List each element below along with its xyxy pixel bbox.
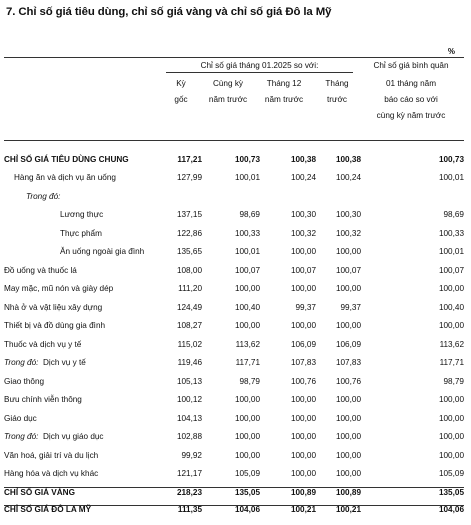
value-avg: 100,00 [438, 284, 464, 294]
table-row [4, 502, 464, 518]
value-dec: 100,38 [290, 154, 316, 164]
row-label: Nhà ở và vật liệu xây dựng [4, 302, 103, 312]
header-col1-line2: gốc [174, 95, 188, 104]
value-mom: 100,00 [335, 450, 361, 460]
value-yoy: 100,00 [234, 432, 260, 442]
header-col5-line1: Chỉ số giá bình quân [373, 61, 449, 70]
row-label: Thiết bị và đồ dùng gia đình [4, 321, 106, 331]
header-col4-line2: trước [327, 95, 347, 104]
value-mom: 99,37 [340, 302, 361, 312]
value-base: 127,99 [176, 173, 202, 183]
value-base: 115,02 [177, 339, 202, 349]
row-label: May mặc, mũ nón và giày dép [4, 284, 114, 294]
header-top-rule [4, 57, 464, 58]
value-mom: 100,00 [335, 321, 361, 331]
value-dec: 107,83 [290, 358, 316, 368]
value-avg: 100,00 [438, 413, 464, 423]
table-row [4, 206, 464, 225]
value-dec: 100,21 [290, 505, 316, 514]
value-base: 218,23 [176, 487, 202, 497]
row-label: CHỈ SỐ GIÁ VÀNG [4, 487, 75, 497]
table-row [4, 187, 464, 206]
value-avg: 100,40 [438, 302, 464, 312]
value-dec: 100,24 [290, 173, 316, 183]
value-yoy: 98,79 [239, 376, 260, 386]
row-label: Lương thực [60, 210, 104, 220]
value-avg: 100,07 [438, 265, 464, 275]
value-dec: 100,07 [290, 265, 316, 275]
value-mom: 100,00 [335, 284, 361, 294]
table-row [4, 317, 464, 336]
value-yoy: 100,00 [234, 321, 260, 331]
value-base: 99,92 [181, 450, 202, 460]
value-base: 111,35 [177, 505, 202, 514]
header-col1-line1: Kỳ [176, 79, 186, 88]
value-yoy: 100,33 [234, 228, 260, 238]
value-dec: 100,00 [290, 395, 316, 405]
value-avg: 100,00 [438, 321, 464, 331]
row-label: Giao thông [4, 376, 45, 386]
value-yoy: 100,73 [234, 154, 260, 164]
header-group-rule [166, 72, 353, 73]
value-dec: 100,00 [290, 413, 316, 423]
value-base: 135,65 [176, 247, 202, 257]
value-dec: 100,32 [290, 228, 316, 238]
row-label: Thực phẩm [60, 228, 102, 238]
row-label: Đồ uống và thuốc lá [4, 265, 77, 275]
table-row [4, 465, 464, 484]
table-row [4, 261, 464, 280]
header-col3-line2: năm trước [264, 95, 304, 104]
row-label: Văn hoá, giải trí và du lịch [4, 450, 99, 460]
header-col5-line2: 01 tháng năm [385, 79, 437, 88]
value-base: 124,49 [176, 302, 202, 312]
value-avg: 98,69 [443, 210, 464, 220]
value-base: 137,15 [176, 210, 202, 220]
row-label: CHỈ SỐ GIÁ ĐÔ LA MỸ [4, 505, 92, 514]
row-label-text: Dịch vụ giáo dục [43, 432, 104, 442]
table-row [4, 298, 464, 317]
unit-label: % [447, 47, 455, 56]
value-yoy: 135,05 [234, 487, 260, 497]
value-dec: 106,09 [290, 339, 316, 349]
value-yoy: 100,00 [234, 450, 260, 460]
value-base: 108,27 [176, 321, 202, 331]
value-yoy: 100,00 [234, 395, 260, 405]
value-mom: 100,21 [335, 505, 361, 514]
header-col5-line4: cùng kỳ năm trước [376, 111, 446, 120]
value-mom: 100,00 [335, 395, 361, 405]
row-label: CHỈ SỐ GIÁ TIÊU DÙNG CHUNG [4, 154, 129, 164]
value-avg: 105,09 [438, 469, 464, 479]
value-dec: 100,00 [290, 247, 316, 257]
table-row [4, 169, 464, 188]
value-yoy: 105,09 [234, 469, 260, 479]
value-mom: 100,07 [335, 265, 361, 275]
header-col5-line3: báo cáo so với [384, 95, 438, 104]
header-col3-line1: Tháng 12 [266, 79, 302, 88]
value-mom: 100,76 [335, 376, 361, 386]
value-dec: 100,00 [290, 450, 316, 460]
value-dec: 99,37 [295, 302, 316, 312]
value-mom: 100,32 [335, 228, 361, 238]
header-bottom-rule [4, 140, 464, 141]
value-yoy: 100,01 [234, 173, 260, 183]
row-label: Thuốc và dịch vụ y tế [4, 339, 82, 349]
value-yoy: 100,01 [234, 247, 260, 257]
value-avg: 117,71 [439, 358, 464, 368]
value-avg: 104,06 [438, 505, 464, 514]
value-avg: 100,00 [438, 395, 464, 405]
value-mom: 107,83 [335, 358, 361, 368]
value-base: 117,21 [177, 154, 202, 164]
row-label-prefix: Trong đó: [4, 432, 39, 442]
value-dec: 100,00 [290, 469, 316, 479]
value-avg: 100,00 [438, 450, 464, 460]
value-dec: 100,00 [290, 284, 316, 294]
header-col2-line1: Cùng kỳ [212, 79, 244, 88]
table-row [4, 409, 464, 428]
table-row [4, 150, 464, 169]
header-col2-line2: năm trước [208, 95, 248, 104]
row-label [4, 428, 168, 447]
value-base: 104,13 [176, 413, 202, 423]
value-mom: 100,00 [335, 469, 361, 479]
value-base: 111,20 [178, 284, 202, 294]
row-label: Bưu chính viễn thông [4, 395, 82, 405]
row-label: Trong đó: [26, 191, 61, 201]
row-label [4, 354, 168, 373]
value-avg: 135,05 [438, 487, 464, 497]
value-avg: 98,79 [443, 376, 464, 386]
value-yoy: 100,07 [234, 265, 260, 275]
value-mom: 106,09 [335, 339, 361, 349]
table-row [4, 446, 464, 465]
value-yoy: 104,06 [234, 505, 260, 514]
table-title: 7. Chỉ số giá tiêu dùng, chỉ số giá vàng và chỉ số giá Đô la Mỹ [6, 6, 332, 18]
row-label: Hàng ăn và dịch vụ ăn uống [14, 173, 116, 183]
value-yoy: 100,00 [234, 284, 260, 294]
row-label: Giáo dục [4, 413, 37, 423]
row-label: Ăn uống ngoài gia đình [60, 247, 145, 257]
value-dec: 100,89 [290, 487, 316, 497]
table-row [4, 483, 464, 502]
value-yoy: 100,40 [234, 302, 260, 312]
value-avg: 100,33 [438, 228, 464, 238]
header-col4-line1: Tháng [325, 79, 349, 88]
value-mom: 100,38 [335, 154, 361, 164]
table-row [4, 372, 464, 391]
row-label: Hàng hóa và dịch vụ khác [4, 469, 99, 479]
value-avg: 100,01 [438, 173, 464, 183]
value-avg: 100,01 [438, 247, 464, 257]
value-yoy: 98,69 [239, 210, 260, 220]
value-base: 102,88 [176, 432, 202, 442]
value-mom: 100,24 [335, 173, 361, 183]
table-row [4, 224, 464, 243]
value-base: 122,86 [176, 228, 202, 238]
table-row [4, 428, 464, 447]
value-base: 108,00 [176, 265, 202, 275]
value-dec: 100,30 [290, 210, 316, 220]
header-group-label: Chỉ số giá tháng 01.2025 so với: [200, 61, 319, 70]
value-mom: 100,30 [335, 210, 361, 220]
table-row [4, 243, 464, 262]
row-label-prefix: Trong đó: [4, 358, 39, 368]
value-avg: 100,00 [438, 432, 464, 442]
value-base: 100,12 [176, 395, 202, 405]
value-dec: 100,00 [290, 432, 316, 442]
table-row [4, 354, 464, 373]
value-yoy: 117,71 [235, 358, 260, 368]
table-row [4, 280, 464, 299]
value-avg: 113,62 [439, 339, 464, 349]
value-mom: 100,00 [335, 247, 361, 257]
table-row [4, 391, 464, 410]
value-base: 119,46 [177, 358, 202, 368]
table-row [4, 335, 464, 354]
value-mom: 100,89 [335, 487, 361, 497]
value-avg: 100,73 [438, 154, 464, 164]
value-yoy: 100,00 [234, 413, 260, 423]
value-dec: 100,00 [290, 321, 316, 331]
value-base: 105,13 [176, 376, 202, 386]
value-dec: 100,76 [290, 376, 316, 386]
value-mom: 100,00 [335, 413, 361, 423]
cpi-table [4, 150, 464, 518]
value-yoy: 113,62 [235, 339, 260, 349]
value-base: 121,17 [176, 469, 202, 479]
value-mom: 100,00 [335, 432, 361, 442]
row-label-text: Dịch vụ y tế [43, 358, 86, 368]
